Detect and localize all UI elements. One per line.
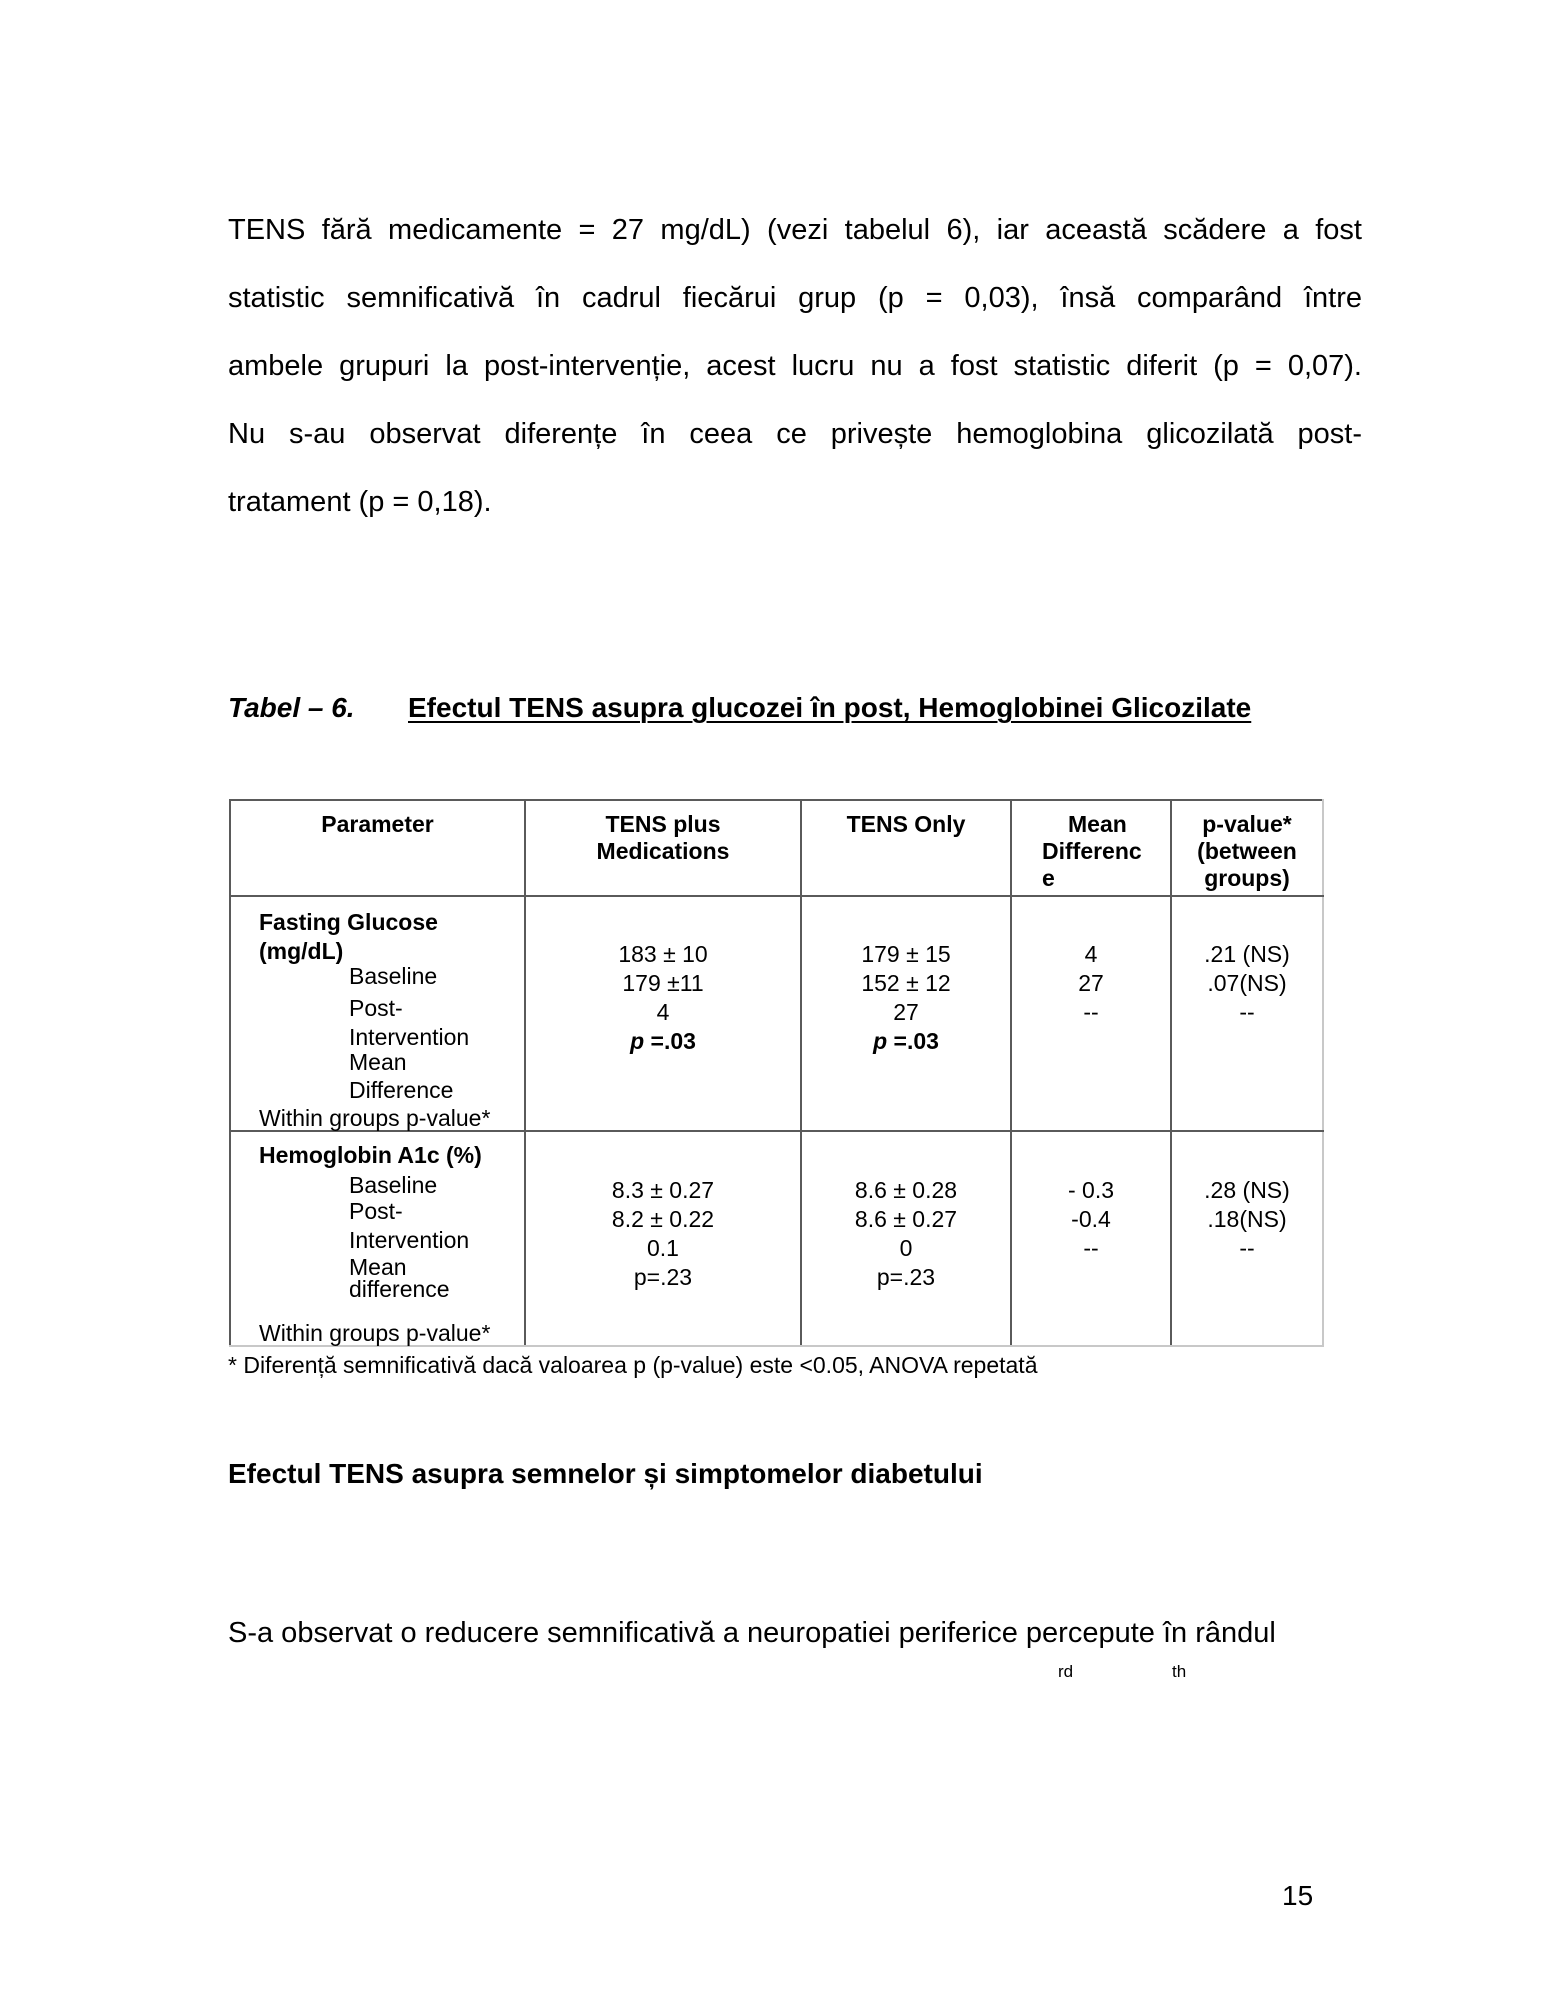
table-label: Tabel – 6. (228, 692, 355, 723)
cell-parameter (230, 896, 525, 1131)
header-tens-plus-medications: TENS plus Medications (525, 800, 801, 896)
cell-mean-difference: 4 27 -- (1011, 896, 1171, 1131)
header-mean-difference: Mean Differenc e (1011, 800, 1171, 896)
group-label-unit: (mg/dL) (259, 938, 344, 964)
sub-label: Intervention (349, 1227, 470, 1253)
superscript-th: th (1172, 1662, 1187, 1681)
table-title: Efectul TENS asupra glucozei în post, Hemoglobinei Glicozilate (408, 692, 1252, 723)
paragraph-line: Nu s-au observat diferențe în ceea ce privește hemoglobina glicozilată post- (228, 418, 1362, 450)
cell-parameter (230, 1131, 525, 1346)
cell-tens-only: 8.6 ± 0.28 8.6 ± 0.27 0 p=.23 (801, 1131, 1011, 1346)
group-label: Fasting Glucose (259, 909, 438, 935)
paragraph-line: tratament (p = 0,18). (228, 486, 492, 518)
sub-label: Difference (349, 1077, 454, 1103)
table-footnote: * Diferență semnificativă dacă valoarea p (p-value) este <0.05, ANOVA repetată (228, 1352, 1038, 1378)
cell-tens-only: 179 ± 15 152 ± 12 27 p =.03 (801, 896, 1011, 1131)
header-tens-only: TENS Only (801, 800, 1011, 896)
table-row (230, 896, 1323, 1131)
paragraph-line: ambele grupuri la post-intervenție, acest lucru nu a fost statistic diferit (p = 0,07). (228, 350, 1362, 382)
superscript-rd: rd (1058, 1662, 1074, 1681)
sub-label: Post- (349, 995, 403, 1021)
page-number: 15 (1282, 1880, 1314, 1911)
sub-label: Mean (349, 1254, 407, 1280)
sub-label: Baseline (349, 1172, 438, 1198)
sub-label: Mean (349, 1049, 407, 1075)
table-row (230, 1131, 1323, 1346)
sub-label: Baseline (349, 963, 438, 989)
cell-p-between: .21 (NS) .07(NS) -- (1171, 896, 1323, 1131)
paragraph-line: TENS fără medicamente = 27 mg/dL) (vezi tabelul 6), iar această scădere a fost (228, 214, 1362, 246)
header-parameter: Parameter (230, 800, 525, 896)
cell-mean-difference: - 0.3 -0.4 -- (1011, 1131, 1171, 1346)
within-groups-label: Within groups p-value* (259, 1320, 491, 1346)
cell-tens-plus-medications: 8.3 ± 0.27 8.2 ± 0.22 0.1 p=.23 (525, 1131, 801, 1346)
group-label: Hemoglobin A1c (%) (259, 1142, 482, 1168)
paragraph-2-line: S-a observat o reducere semnificativă a neuropatiei periferice percepute în rândul (228, 1617, 1276, 1649)
sub-label: Intervention (349, 1024, 470, 1050)
cell-tens-plus-medications: 183 ± 10 179 ±11 4 p =.03 (525, 896, 801, 1131)
cell-p-between: .28 (NS) .18(NS) -- (1171, 1131, 1323, 1346)
section-heading: Efectul TENS asupra semnelor și simptomelor diabetului (228, 1458, 983, 1489)
sub-label: Post- (349, 1198, 403, 1224)
header-p-value: p-value* (between groups) (1171, 800, 1323, 896)
within-groups-label: Within groups p-value* (259, 1105, 491, 1131)
sub-label: difference (349, 1276, 450, 1302)
paragraph-line: statistic semnificativă în cadrul fiecărui grup (p = 0,03), însă comparând între (228, 282, 1362, 314)
results-table (229, 799, 1324, 1347)
table-header-row (230, 800, 1323, 896)
